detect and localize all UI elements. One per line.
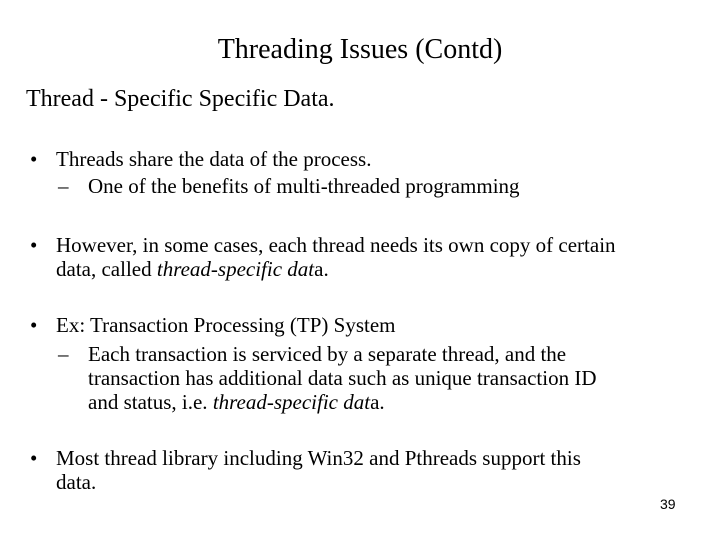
bullet-3-sub-line-1: Each transaction is serviced by a separate thread, and the bbox=[88, 342, 567, 366]
bullet-3-sub-line-3-prefix: and status, i.e. bbox=[88, 390, 213, 414]
bullet-marker: • bbox=[30, 313, 38, 337]
bullet-4 bbox=[30, 446, 706, 494]
thread-specific-data-term: thread-specific dat bbox=[156, 257, 315, 281]
bullet-2-line-1: However, in some cases, each thread needs its own copy of certain bbox=[56, 233, 616, 257]
bullet-1 bbox=[30, 147, 706, 171]
bullet-3-text: Ex: Transaction Processing (TP) System bbox=[56, 313, 396, 337]
bullet-marker: • bbox=[30, 147, 38, 171]
thread-specific-data-term: thread-specific dat bbox=[212, 390, 371, 414]
bullet-1-text: Threads share the data of the process. bbox=[56, 147, 372, 171]
bullet-marker: • bbox=[30, 446, 38, 470]
sub-bullet-marker: – bbox=[58, 174, 69, 198]
bullet-marker: • bbox=[30, 233, 38, 257]
slide-subtitle: Thread - Specific Specific Data. bbox=[26, 86, 335, 112]
bullet-2 bbox=[30, 233, 706, 281]
bullet-4-line-1: Most thread library including Win32 and Pthreads support this bbox=[56, 446, 581, 470]
bullet-3-sub bbox=[58, 342, 597, 414]
bullet-2-line-2-suffix: a. bbox=[314, 257, 329, 281]
bullet-3 bbox=[30, 313, 706, 337]
bullet-2-line-2-prefix: data, called bbox=[56, 257, 157, 281]
page-number: 39 bbox=[660, 496, 676, 512]
bullet-1-sub-text: One of the benefits of multi-threaded programming bbox=[88, 174, 520, 198]
slide-title: Threading Issues (Contd) bbox=[217, 34, 503, 65]
sub-bullet-marker: – bbox=[58, 342, 69, 366]
bullet-2-line-2 bbox=[56, 257, 706, 281]
bullet-3-sub-line-3-suffix: a. bbox=[370, 390, 385, 414]
bullet-3-sub-line-3 bbox=[88, 390, 597, 414]
bullet-1-sub bbox=[58, 174, 520, 198]
bullet-3-sub-line-2: transaction has additional data such as unique transaction ID bbox=[88, 366, 597, 390]
bullet-4-line-2: data. bbox=[56, 470, 97, 494]
